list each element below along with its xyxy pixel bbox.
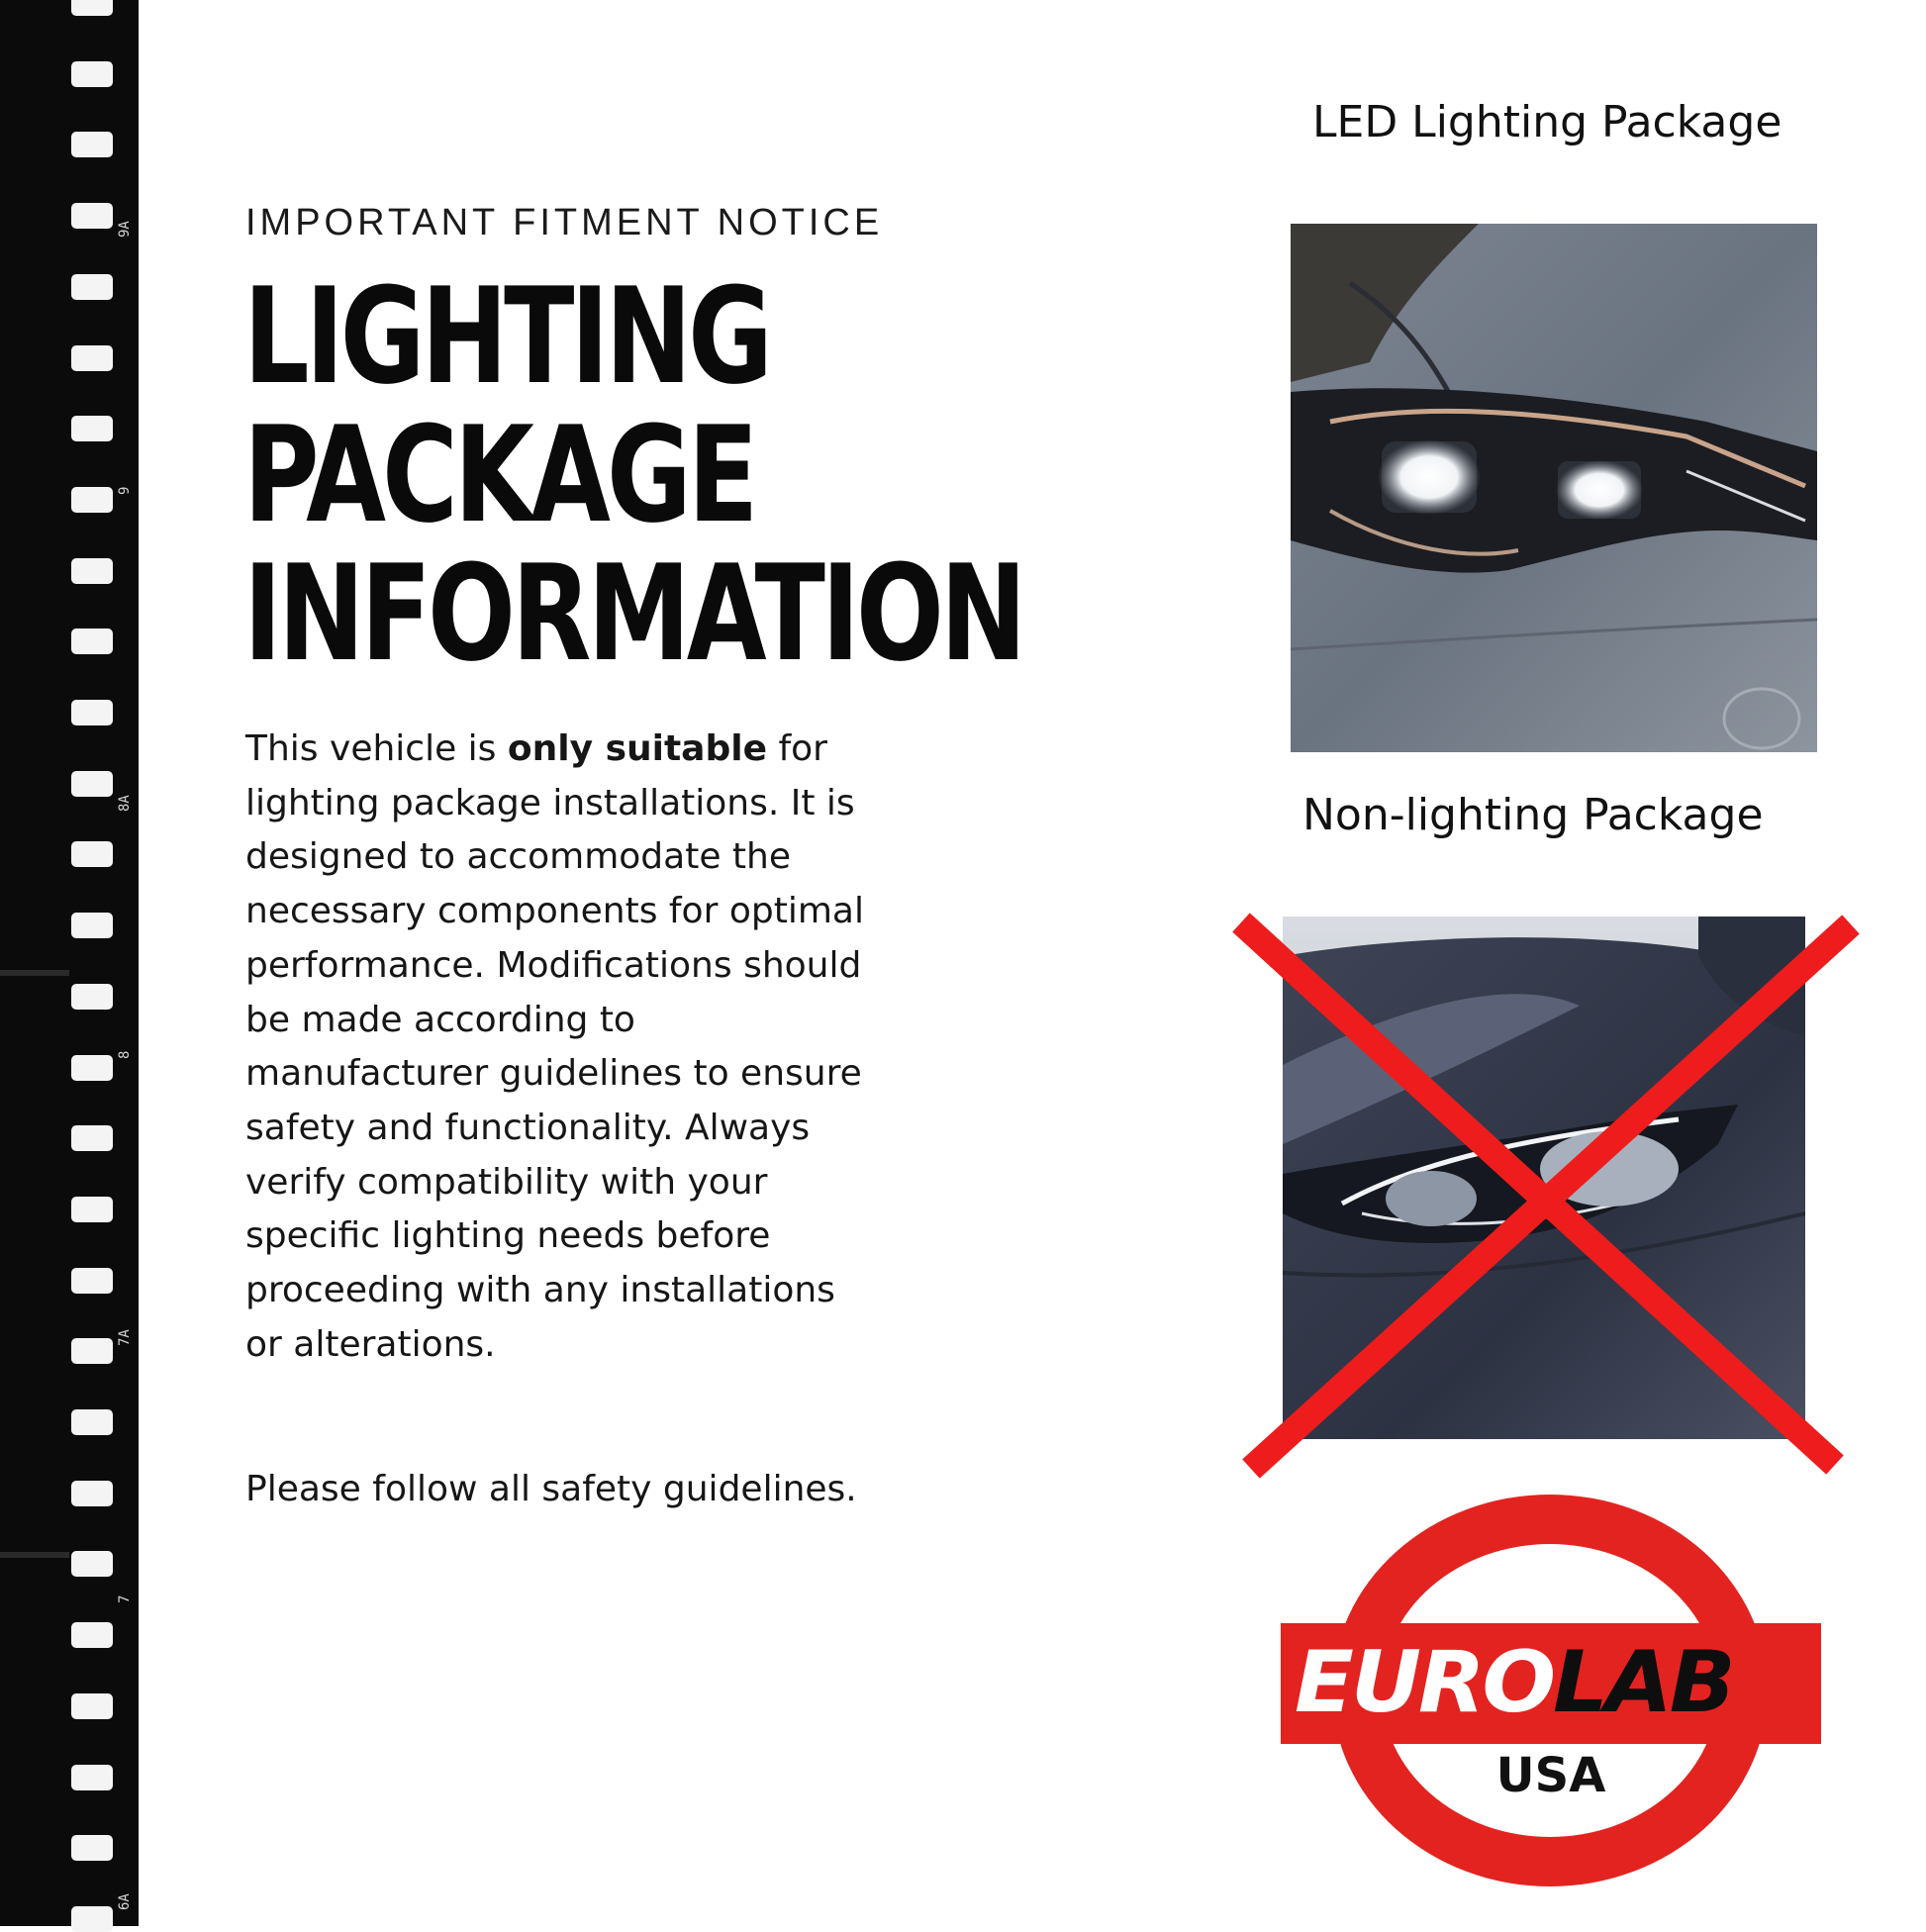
- film-edge-mark: 9: [117, 486, 133, 495]
- film-sprocket-hole: [71, 1268, 113, 1294]
- film-sprocket-hole: [71, 1906, 113, 1932]
- film-strip: [0, 0, 139, 1926]
- film-sprocket-hole: [71, 913, 113, 938]
- film-edge-mark: 8: [117, 1050, 133, 1059]
- film-sprocket-hole: [71, 1622, 113, 1648]
- film-edge-mark: 8A: [117, 795, 133, 812]
- logo-word-lab: LAB: [1553, 1633, 1733, 1732]
- film-edge-mark: 7: [117, 1594, 133, 1603]
- film-edge-mark: 6A: [117, 1893, 133, 1910]
- film-sprocket-hole: [71, 487, 113, 513]
- film-sprocket-hole: [71, 1693, 113, 1719]
- body-text-lead: This vehicle is: [245, 728, 508, 769]
- logo-subtitle: USA: [1495, 1748, 1606, 1803]
- film-sprocket-hole: [71, 1551, 113, 1577]
- film-sprocket-hole: [71, 0, 113, 16]
- non-lighting-package-caption: Non-lighting Package: [1302, 790, 1764, 840]
- film-sprocket-hole: [71, 1338, 113, 1364]
- film-sprocket-hole: [71, 1481, 113, 1506]
- notice-eyebrow: IMPORTANT FITMENT NOTICE: [245, 202, 884, 243]
- film-sprocket-hole: [71, 1409, 113, 1435]
- film-sprocket-hole: [71, 1055, 113, 1081]
- headline-line-3: INFORMATION: [243, 536, 1023, 691]
- film-sprocket-hole: [71, 984, 113, 1010]
- film-sprocket-hole: [71, 416, 113, 441]
- led-package-caption: LED Lighting Package: [1312, 97, 1782, 147]
- film-sprocket-hole: [71, 61, 113, 87]
- film-sprocket-hole: [71, 628, 113, 654]
- body-text-emphasis: only suitable: [507, 728, 767, 769]
- headline-line-2: PACKAGE: [243, 398, 755, 552]
- film-sprocket-hole: [71, 1765, 113, 1790]
- brand-logo: [1281, 1495, 1821, 1890]
- film-sprocket-hole: [71, 345, 113, 371]
- film-sprocket-hole: [71, 771, 113, 797]
- film-sprocket-hole: [71, 203, 113, 229]
- film-sprocket-hole: [71, 1835, 113, 1861]
- notice-body: [245, 723, 879, 1372]
- standard-headlight-photo: [1283, 917, 1805, 1439]
- film-sprocket-hole: [71, 1125, 113, 1151]
- film-sprocket-hole: [71, 841, 113, 867]
- page-title: [243, 259, 1023, 691]
- led-headlight-photo: [1291, 224, 1817, 752]
- logo-word-euro: EURO: [1295, 1633, 1554, 1732]
- safety-reminder: Please follow all safety guidelines.: [245, 1469, 857, 1509]
- film-sprocket-hole: [71, 132, 113, 157]
- film-sprocket-hole: [71, 1197, 113, 1222]
- film-edge-mark: 9A: [117, 221, 133, 238]
- film-frame-gap: [0, 970, 69, 976]
- led-headlight-illustration: [1291, 224, 1817, 752]
- film-edge-mark: 7A: [117, 1329, 133, 1346]
- headline-line-1: LIGHTING: [243, 259, 770, 414]
- film-sprocket-hole: [71, 558, 113, 584]
- film-sprocket-hole: [71, 700, 113, 725]
- film-frame-gap: [0, 1552, 69, 1558]
- logo-wordmark: [1295, 1633, 1733, 1732]
- body-text-rest: for lighting package installations. It is designed to accommodate the necessary components for optimal performance. Modifications should be made according to manufacturer guidelines to ensure safety and functionality. Always verify compatibility with your specific lighting needs before proceeding with any installations or alterations.: [245, 728, 864, 1365]
- film-sprocket-hole: [71, 274, 113, 300]
- standard-headlight-illustration: [1283, 917, 1805, 1439]
